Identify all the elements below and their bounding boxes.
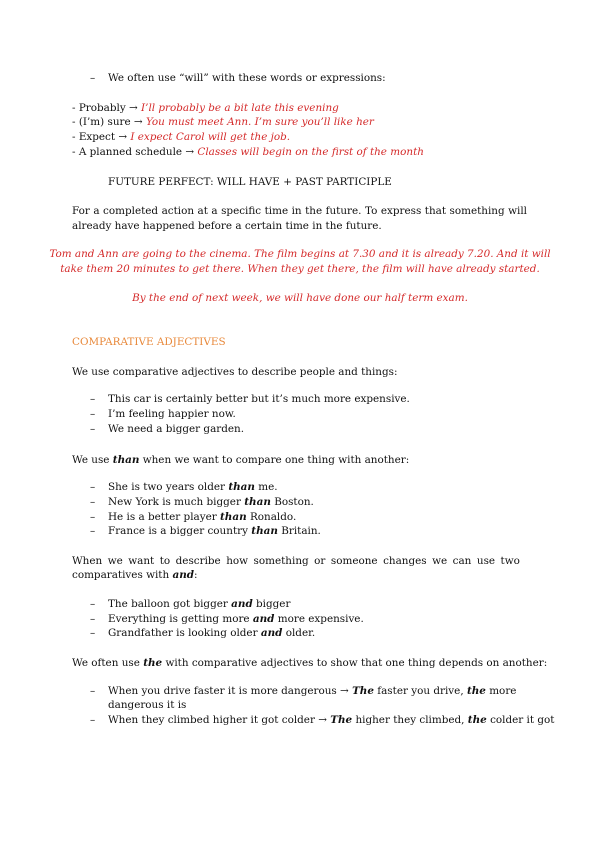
than-example: He is a better player than Ronaldo. (108, 511, 297, 523)
comparative-example: I’m feeling happier now. (108, 408, 236, 420)
bullet-dash: – (90, 481, 96, 493)
bullet-dash: – (90, 613, 96, 625)
future-perfect-heading: FUTURE PERFECT: WILL HAVE + PAST PARTICIPLE (108, 176, 392, 188)
future-perfect-explanation: For a completed action at a specific time in the future. To express that something will already have happened before a certain time in the future. (72, 205, 527, 232)
and-example: Grandfather is looking older and older. (108, 627, 316, 639)
bullet-dash: – (90, 511, 96, 523)
the-intro: We often use the with comparative adjectives to show that one thing depends on another: (72, 657, 548, 669)
comparatives-heading: COMPARATIVE ADJECTIVES (72, 336, 226, 348)
than-intro: We use than when we want to compare one thing with another: (72, 454, 410, 466)
and-intro-line1: When we want to describe how something or someone changes we can use two (72, 555, 520, 567)
the-example: When they climbed higher it got colder → The higher they climbed, the colder it got (108, 714, 555, 726)
the-example-continuation: dangerous it is (108, 699, 187, 711)
bullet-dash: – (90, 685, 96, 697)
than-example: She is two years older than me. (108, 481, 278, 493)
future-perfect-example1-line2: take them 20 minutes to get there. When they get there, the film will have already started. (60, 263, 540, 275)
bullet-dash: – (90, 525, 96, 537)
future-perfect-example2: By the end of next week, we will have done our half term exam. (132, 292, 468, 304)
and-example: Everything is getting more and more expensive. (108, 613, 364, 625)
bullet-dash: – (90, 423, 96, 435)
will-example-probably: - Probably → I’ll probably be a bit late this evening (72, 102, 339, 114)
will-example-sure: - (I’m) sure → You must meet Ann. I’m sure you’ll like her (72, 116, 374, 128)
comparative-example: We need a bigger garden. (108, 423, 245, 435)
and-example: The balloon got bigger and bigger (108, 598, 291, 610)
than-example: New York is much bigger than Boston. (108, 496, 314, 508)
than-example: France is a bigger country than Britain. (108, 525, 321, 537)
bullet-dash: – (90, 627, 96, 639)
will-intro-text: We often use “will” with these words or expressions: (108, 72, 386, 84)
will-example-expect: - Expect → I expect Carol will get the job. (72, 131, 291, 143)
the-example: When you drive faster it is more dangerous → The faster you drive, the more (108, 685, 517, 697)
and-intro-line2: comparatives with and: (72, 569, 198, 581)
comparative-example: This car is certainly better but it’s much more expensive. (108, 393, 410, 405)
future-perfect-example1-line1: Tom and Ann are going to the cinema. The film begins at 7.30 and it is already 7.20. And it will (49, 248, 551, 260)
bullet-dash: – (90, 393, 96, 405)
bullet-dash: – (90, 72, 96, 84)
bullet-dash: – (90, 496, 96, 508)
bullet-dash: – (90, 714, 96, 726)
comparatives-intro: We use comparative adjectives to describe people and things: (72, 366, 398, 378)
bullet-dash: – (90, 598, 96, 610)
will-example-schedule: - A planned schedule → Classes will begin on the first of the month (72, 146, 424, 158)
bullet-dash: – (90, 408, 96, 420)
